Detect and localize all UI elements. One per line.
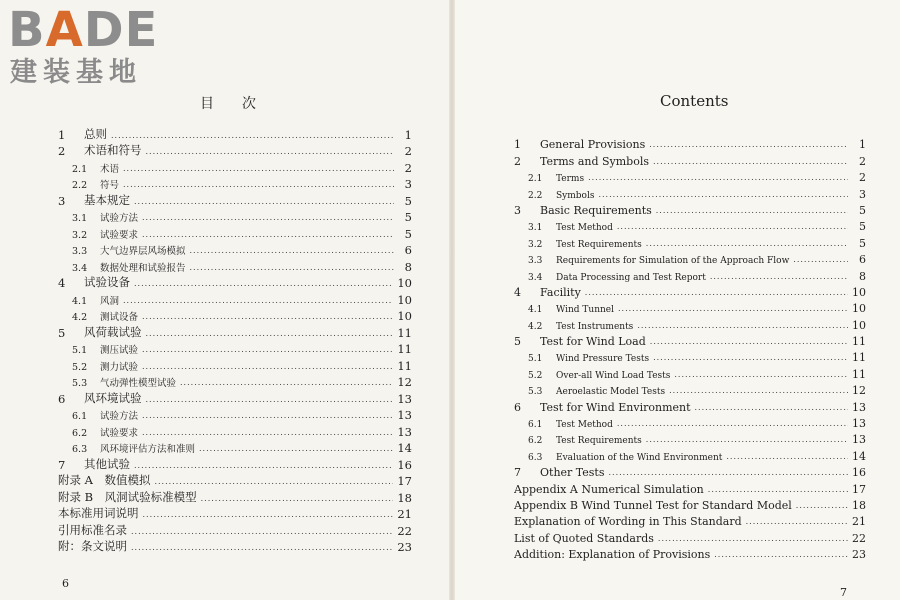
toc-entry-page: 5 [859,203,866,217]
toc-list-en [514,135,866,561]
toc-entry [58,125,412,142]
toc-entry-page: 21 [397,507,412,521]
toc-dot-leader [708,484,848,496]
toc-entry-page: 13 [852,400,866,414]
toc-dot-leader [585,287,848,299]
toc-entry-number: 3 [514,203,521,217]
toc-dot-leader [656,205,848,217]
toc-entry-label: Requirements for Simulation of the Approach Flow [556,256,790,267]
toc-entry [58,307,412,324]
toc-entry-label: 试验要求 [100,427,139,439]
toc-entry [58,224,412,241]
toc-entry-label: 术语 [100,163,120,175]
logo-subtitle: 建装基地 [10,57,142,88]
toc-entry-page: 1 [404,127,412,142]
toc-dot-leader [190,262,394,274]
toc-entry [58,356,412,373]
toc-entry [514,250,866,266]
toc-dot-leader [658,533,848,545]
toc-entry-label: 试验要求 [100,229,139,241]
toc-entry-label: 附录 A 数值模拟 [58,473,151,487]
toc-entry [58,274,412,291]
toc-entry [58,422,412,439]
toc-entry-page: 13 [397,408,412,422]
toc-dot-leader [609,467,849,479]
toc-entry-label: 附录 B 风洞试验标准模型 [58,489,197,504]
toc-entry-number: 4.1 [72,295,88,307]
toc-entry-number: 5.3 [72,378,88,389]
toc-entry-page: 5 [404,210,412,224]
toc-entry-label: Test for Wind Load [540,335,646,349]
toc-entry [58,538,412,555]
toc-entry-page: 1 [859,138,866,152]
toc-entry-number: 1 [514,138,521,152]
toc-entry-label: Appendix A Numerical Simulation [514,482,704,496]
toc-entry-number: 6.1 [528,420,543,431]
toc-entry-number: 4.1 [528,305,543,316]
toc-entry-page: 10 [852,318,866,332]
toc-dot-leader [123,295,393,307]
toc-entry-label: Terms and Symbols [540,154,650,168]
toc-entry-label: 本标准用词说明 [58,506,139,520]
toc-list-cn [58,125,412,554]
toc-entry-number: 6 [58,391,66,406]
toc-entry-page: 5 [404,226,412,241]
toc-entry-label: 大气边界层风场模拟 [100,246,186,257]
toc-dot-leader [123,163,394,175]
toc-entry-label: Other Tests [540,466,605,480]
toc-entry-label: Test Requirements [556,436,642,447]
toc-entry-page: 11 [397,342,412,356]
logo-wordmark: BADE [8,2,159,58]
toc-entry [58,521,412,538]
toc-dot-leader [146,328,394,340]
toc-entry-page: 2 [859,171,866,185]
toc-entry [514,545,866,561]
toc-entry-number: 3 [58,193,66,208]
toc-entry-label: List of Quoted Standards [514,531,654,545]
toc-entry-page: 18 [397,490,412,505]
toc-dot-leader [598,189,848,201]
toc-entry-page: 16 [852,466,866,480]
toc-entry-number: 3.4 [72,262,88,274]
toc-entry-page: 18 [852,498,866,512]
toc-dot-leader [746,516,848,528]
toc-entry [58,142,412,159]
toc-entry-label: Symbols [556,190,595,201]
toc-entry-label: 气动弹性模型试验 [100,378,177,389]
toc-dot-leader [142,427,393,439]
toc-dot-leader [142,410,393,422]
toc-dot-leader [142,361,393,373]
toc-entry-page: 10 [397,309,412,323]
toc-entry-page: 11 [397,325,412,340]
toc-entry [58,455,412,472]
toc-entry [58,389,412,406]
toc-entry-label: 数据处理和试验报告 [100,262,186,274]
toc-entry [58,241,412,258]
toc-dot-leader [199,443,393,455]
toc-entry [514,283,866,299]
toc-entry [514,381,866,397]
toc-entry-number: 2 [58,144,66,158]
toc-entry [514,233,866,249]
toc-entry-label: Test Requirements [556,239,642,250]
toc-dot-leader [649,139,848,151]
toc-dot-leader [123,179,394,191]
toc-entry-label: 风环境评估方法和准则 [100,444,196,455]
toc-entry-page: 11 [397,358,412,373]
toc-entry-page: 12 [397,375,412,389]
toc-entry-number: 5 [58,325,66,340]
toc-entry [514,348,866,364]
toc-dot-leader [142,311,393,323]
toc-entry-label: Test Method [556,223,613,234]
toc-entry-page: 10 [397,292,412,307]
toc-entry-page: 5 [859,236,866,250]
toc-entry [514,446,866,462]
toc-dot-leader [142,212,394,224]
toc-dot-leader [588,172,848,184]
toc-entry-label: Facility [540,285,581,299]
toc-entry-label: Evaluation of the Wind Environment [556,452,723,463]
toc-entry-number: 7 [514,466,521,480]
toc-entry [514,217,866,233]
toc-entry-label: 附：条文说明 [58,539,127,553]
toc-entry-page: 13 [852,433,866,447]
toc-entry-page: 13 [852,417,866,431]
toc-entry-page: 8 [859,269,866,283]
toc-entry-page: 3 [859,187,866,201]
toc-entry-number: 6.3 [72,444,88,455]
toc-entry [514,135,866,151]
toc-entry [514,364,866,380]
toc-entry-label: 风荷载试验 [84,324,142,339]
toc-entry-page: 5 [859,220,866,234]
toc-entry-page: 22 [852,531,866,545]
toc-entry [514,479,866,495]
toc-entry-label: 风环境试验 [84,390,142,405]
toc-entry-number: 3.1 [528,223,543,234]
toc-dot-leader [653,352,848,364]
toc-dot-leader [142,229,394,241]
toc-entry [514,184,866,200]
toc-entry-label: 术语和符号 [84,143,142,157]
toc-entry-label: Wind Pressure Tests [556,354,650,365]
toc-entry-page: 13 [397,424,412,439]
toc-dot-leader [190,245,394,257]
toc-dot-leader [646,238,848,250]
toc-entry-number: 4.2 [72,312,88,323]
toc-entry-number: 4 [514,285,521,299]
toc-entry-number: 2.2 [72,180,88,191]
toc-entry-page: 6 [404,243,412,257]
toc-entry-page: 3 [404,177,412,191]
toc-dot-leader [134,196,394,208]
toc-entry-number: 5.2 [528,370,543,381]
toc-entry-page: 8 [404,259,412,274]
toc-entry [514,414,866,430]
toc-dot-leader [796,500,848,512]
book-gutter [449,0,455,600]
toc-entry-page: 13 [397,391,412,406]
toc-entry-number: 2.1 [528,174,543,185]
toc-entry-page: 2 [404,160,412,175]
toc-dot-leader [793,254,848,266]
toc-entry-number: 5.2 [72,361,88,373]
toc-entry-number: 4.2 [528,321,543,332]
toc-entry-page: 2 [404,144,412,158]
toc-entry-number: 6.2 [72,427,88,439]
toc-entry-label: 测压试验 [100,345,139,356]
toc-entry-page: 16 [397,457,412,472]
toc-dot-leader [180,377,393,389]
toc-entry-page: 10 [852,285,866,299]
toc-entry-number: 6.2 [528,436,543,447]
toc-dot-leader [714,549,848,561]
toc-entry-label: Terms [556,174,585,185]
toc-entry-label: 风洞 [100,295,120,307]
toc-entry-number: 3.2 [528,239,543,250]
toc-dot-leader [146,146,395,158]
toc-entry-number: 6.3 [528,452,543,463]
toc-entry [58,340,412,357]
toc-dot-leader [154,476,393,488]
toc-entry-page: 22 [397,523,412,538]
toc-entry-label: Test for Wind Environment [540,400,691,414]
toc-entry-label: 试验方法 [100,213,139,224]
toc-entry-number: 3.3 [528,256,543,267]
toc-entry-number: 5 [514,335,521,349]
toc-entry-number: 3.2 [72,229,88,241]
toc-entry-number: 1 [58,127,66,142]
toc-entry-label: 总则 [84,126,107,141]
toc-entry [514,266,866,282]
toc-entry-number: 2.1 [72,163,88,175]
toc-entry-page: 5 [404,193,412,208]
toc-entry [514,430,866,446]
toc-entry-page: 21 [852,515,866,529]
toc-entry-number: 5.1 [528,354,543,365]
toc-entry-page: 6 [859,253,866,267]
toc-entry-number: 5.3 [528,387,543,398]
toc-dot-leader [146,394,394,406]
toc-entry-page: 23 [397,540,412,554]
page-title-en: Contents [660,92,729,110]
toc-entry-page: 11 [852,351,866,365]
toc-entry-number: 6 [514,400,521,414]
toc-entry [58,472,412,489]
toc-dot-leader [131,526,393,538]
toc-entry-number: 2.2 [528,190,543,201]
logo [8,4,178,90]
toc-entry [514,168,866,184]
toc-dot-leader [134,460,393,472]
toc-entry-label: 测力试验 [100,361,139,373]
toc-dot-leader [674,369,848,381]
toc-entry-label: 试验设备 [84,275,130,289]
toc-entry-label: 符号 [100,180,120,191]
toc-entry-page: 14 [852,449,866,463]
toc-dot-leader [637,320,848,332]
toc-entry-number: 3.3 [72,246,88,257]
toc-entry-label: Test Method [556,420,613,431]
toc-entry-label: Wind Tunnel [556,305,614,316]
toc-entry-page: 17 [397,474,412,488]
toc-dot-leader [646,434,848,446]
toc-entry-number: 3.1 [72,213,88,224]
toc-entry-label: Basic Requirements [540,203,652,217]
toc-entry [58,290,412,307]
toc-dot-leader [131,542,393,554]
toc-dot-leader [669,385,848,397]
toc-dot-leader [142,344,393,356]
toc-entry [58,406,412,423]
toc-entry [514,299,866,315]
toc-entry-number: 3.4 [528,272,543,283]
toc-entry [514,332,866,348]
toc-entry-page: 14 [397,441,412,455]
toc-entry-page: 12 [852,384,866,398]
toc-entry [58,208,412,225]
toc-entry-number: 6.1 [72,411,88,422]
toc-entry-label: Appendix B Wind Tunnel Test for Standard Model [514,498,792,512]
toc-entry [514,528,866,544]
toc-entry [514,201,866,217]
toc-entry [58,175,412,192]
page-number-right: 7 [840,586,847,599]
toc-entry-page: 10 [852,302,866,316]
toc-entry-page: 11 [852,367,866,381]
toc-entry [514,512,866,528]
toc-entry-label: 测试设备 [100,312,139,323]
toc-entry-label: Data Processing and Test Report [556,272,706,283]
toc-entry-number: 7 [58,457,66,472]
toc-dot-leader [695,402,848,414]
toc-entry [514,315,866,331]
toc-entry-number: 4 [58,276,66,290]
toc-entry-page: 23 [852,548,866,562]
toc-entry [514,463,866,479]
toc-entry-page: 2 [859,154,866,168]
toc-dot-leader [143,509,394,521]
toc-dot-leader [710,271,848,283]
toc-entry [514,397,866,413]
toc-dot-leader [617,418,848,430]
toc-entry [58,505,412,522]
toc-entry [58,373,412,390]
toc-entry [58,323,412,340]
toc-dot-leader [726,451,848,463]
toc-entry-label: Test Instruments [556,321,634,332]
toc-entry [514,151,866,167]
toc-dot-leader [653,156,848,168]
toc-entry-label: General Provisions [540,138,646,152]
toc-entry [58,191,412,208]
toc-entry [58,439,412,456]
toc-entry-label: 基本规定 [84,192,130,207]
toc-entry-number: 2 [514,154,521,168]
toc-entry-label: Addition: Explanation of Provisions [514,548,711,562]
toc-entry-number: 5.1 [72,345,88,356]
toc-entry-label: 试验方法 [100,411,139,422]
toc-entry-label: 其他试验 [84,456,130,471]
toc-entry-label: Aeroelastic Model Tests [556,387,666,398]
toc-dot-leader [618,303,848,315]
toc-entry [514,496,866,512]
page-number-left: 6 [62,577,69,590]
toc-entry [58,257,412,274]
page-title-cn: 目次 [200,96,284,112]
toc-dot-leader [650,336,848,348]
toc-dot-leader [111,130,394,142]
toc-dot-leader [617,221,848,233]
toc-dot-leader [201,493,394,505]
toc-entry-page: 11 [852,335,866,349]
toc-entry-page: 17 [852,482,866,496]
toc-dot-leader [134,278,393,290]
toc-entry-label: Explanation of Wording in This Standard [514,515,742,529]
toc-entry [58,488,412,505]
toc-entry-label: Over-all Wind Load Tests [556,370,671,381]
toc-entry-label: 引用标准名录 [58,522,127,537]
toc-entry [58,158,412,175]
toc-entry-page: 10 [397,276,412,290]
